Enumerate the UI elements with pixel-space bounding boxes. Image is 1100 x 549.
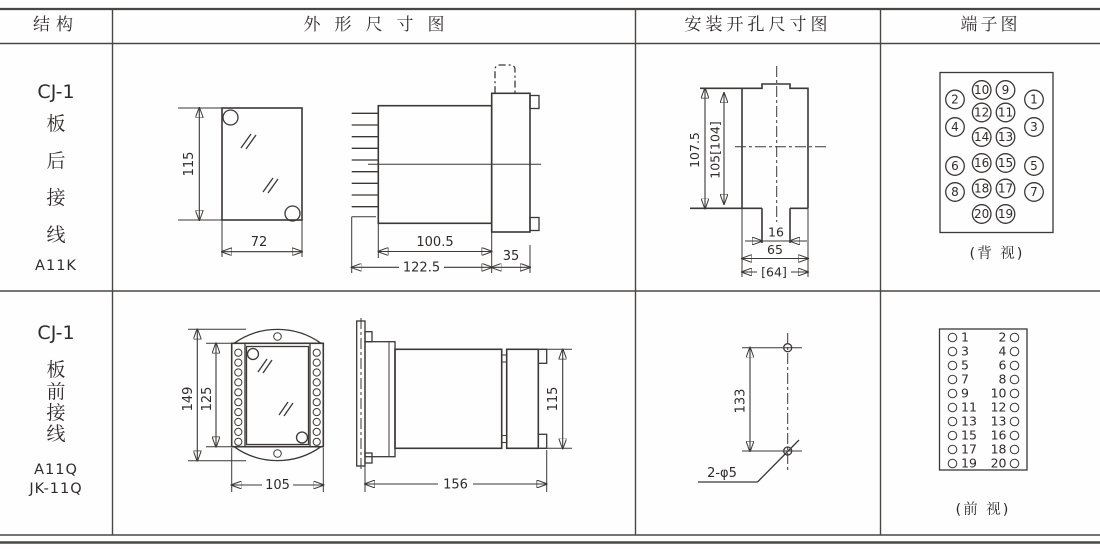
dimension-label: 122.5 xyxy=(402,260,441,276)
row1-type-code: A11K xyxy=(35,258,77,274)
install-cutout-rear-wiring xyxy=(675,58,875,285)
terminal-number: 7 xyxy=(961,371,969,387)
terminal-number: 7 xyxy=(1030,185,1038,200)
dimension-label: 149 xyxy=(181,386,196,412)
row2-wiring-char: 板 xyxy=(46,359,66,381)
terminal-number: 16 xyxy=(990,427,1007,443)
dimension-72 xyxy=(222,220,302,257)
terminal-number: 3 xyxy=(1030,120,1038,135)
hatch-mark xyxy=(263,178,278,193)
cover-outline xyxy=(247,347,309,445)
dimension-115 xyxy=(178,108,222,220)
dimension-label: 100.5 xyxy=(416,235,454,250)
dimension-label: 2-φ5 xyxy=(707,466,737,481)
panel-flange xyxy=(357,318,395,470)
row1-model-label: CJ-1 xyxy=(37,81,75,103)
terminal-number: 18 xyxy=(990,441,1007,457)
outline-side-view-rear-wiring xyxy=(340,58,550,280)
dimension-label: 133 xyxy=(733,388,749,414)
hatch-mark xyxy=(279,402,293,416)
terminal-number: 20 xyxy=(990,455,1007,471)
terminal-number: 19 xyxy=(997,207,1014,222)
terminal-number: 12 xyxy=(990,399,1007,415)
view-label-front: (前 视) xyxy=(955,502,1011,518)
column-header-outline: 外形尺寸图 xyxy=(303,15,459,35)
relay-front-body xyxy=(232,343,324,446)
dimension-115-rear xyxy=(540,349,572,448)
terminal-block-outline xyxy=(940,329,1028,470)
terminal-number: 17 xyxy=(961,441,977,457)
terminal-numbers xyxy=(961,330,1007,471)
terminal-diagram-front-view xyxy=(925,322,1075,522)
terminal-number: 16 xyxy=(974,156,990,171)
rear-block xyxy=(507,349,539,448)
dimension-16 xyxy=(745,225,807,242)
relay-side-body xyxy=(368,65,541,232)
dimension-100-5 xyxy=(378,223,491,258)
column-header-structure: 结构 xyxy=(33,15,79,35)
terminal-number: 2 xyxy=(951,92,959,107)
dimension-label: 156 xyxy=(443,477,468,493)
terminal-number: 11 xyxy=(961,399,977,415)
dimension-105 xyxy=(232,448,324,493)
terminal-number: 19 xyxy=(961,455,977,471)
terminal-number: 15 xyxy=(961,427,977,443)
terminal-number: 17 xyxy=(997,181,1014,196)
terminal-number: 6 xyxy=(998,357,1007,373)
dimension-label: 115 xyxy=(182,151,197,177)
row1-wiring-char: 接 xyxy=(46,187,66,209)
terminal-number: 9 xyxy=(1001,83,1010,98)
mounting-panel xyxy=(492,93,530,232)
install-holes-front-wiring xyxy=(685,315,870,500)
dimension-label: 16 xyxy=(768,224,784,240)
hole-spec-callout xyxy=(698,440,799,482)
dimension-107-5 xyxy=(687,88,705,208)
terminal-number: 12 xyxy=(974,105,990,120)
dimension-64 xyxy=(742,265,808,280)
terminal-number: 20 xyxy=(974,207,990,222)
terminal-number: 13 xyxy=(990,413,1007,429)
dimension-label: 115 xyxy=(546,386,561,412)
relay-pins xyxy=(352,113,379,206)
dimension-label: 105[104] xyxy=(707,121,723,179)
dimension-133 xyxy=(734,348,751,451)
terminal-number: 11 xyxy=(997,105,1014,120)
handle-outline xyxy=(495,65,515,93)
terminal-number: 10 xyxy=(990,385,1007,401)
row2-model-label: CJ-1 xyxy=(37,322,75,344)
terminal-number: 15 xyxy=(997,156,1014,171)
hatch-mark xyxy=(258,359,272,373)
terminal-number: 13 xyxy=(961,413,977,429)
terminal-number: 8 xyxy=(951,185,959,200)
terminal-circles xyxy=(946,81,1044,224)
row1-wiring-char: 后 xyxy=(46,150,66,172)
terminal-circles xyxy=(948,333,1019,468)
row2-type-code: JK-11Q xyxy=(29,481,83,497)
dimension-label: 35 xyxy=(502,249,520,264)
dimension-label: 105 xyxy=(265,478,290,493)
terminal-number: 10 xyxy=(974,83,990,98)
column-header-terminal: 端子图 xyxy=(960,15,1021,35)
terminal-number: 4 xyxy=(998,343,1007,359)
terminal-number: 5 xyxy=(1030,159,1038,174)
terminal-number: 1 xyxy=(1030,92,1038,107)
dimension-label: [64] xyxy=(761,264,787,280)
outline-side-view-front-wiring xyxy=(348,315,583,500)
terminal-number: 5 xyxy=(961,357,969,373)
relay-side-body xyxy=(395,349,547,448)
dimension-125 xyxy=(200,343,232,446)
terminal-number: 3 xyxy=(961,343,969,359)
terminal-diagram-rear-view xyxy=(925,62,1075,272)
mounting-holes xyxy=(742,344,802,455)
terminal-number: 1 xyxy=(961,329,969,345)
hatch-mark xyxy=(241,134,256,149)
center-lines xyxy=(735,66,828,222)
terminal-number: 14 xyxy=(974,130,990,145)
row2-type-code: A11Q xyxy=(34,462,78,478)
terminal-number: 9 xyxy=(961,385,969,401)
outline-front-view-front-wiring xyxy=(180,315,335,500)
dimension-35 xyxy=(492,245,530,273)
terminal-number: 4 xyxy=(951,120,959,135)
relay-front-body xyxy=(222,108,302,221)
dimension-label: 65 xyxy=(767,242,783,257)
terminal-number: 6 xyxy=(951,159,959,174)
terminal-number: 13 xyxy=(997,130,1014,145)
row1-wiring-char: 线 xyxy=(46,224,66,246)
terminal-number: 18 xyxy=(974,181,990,196)
outline-front-view-rear-wiring xyxy=(170,95,320,270)
row2-wiring-char: 线 xyxy=(46,423,66,445)
mounting-hole xyxy=(274,333,282,341)
dimension-label: 72 xyxy=(250,235,268,250)
dimension-label: 125 xyxy=(200,386,215,412)
row2-wiring-char: 前 xyxy=(46,381,66,403)
terminal-number: 8 xyxy=(998,371,1007,387)
terminal-numbers xyxy=(951,83,1038,221)
row1-wiring-char: 板 xyxy=(46,113,66,135)
mounting-hole xyxy=(274,450,282,458)
terminal-strip-circles xyxy=(235,349,321,445)
terminal-number: 2 xyxy=(998,329,1007,345)
dimension-label: 107.5 xyxy=(687,132,702,168)
column-header-install: 安装开孔尺寸图 xyxy=(684,15,832,35)
view-label-rear: (背 视) xyxy=(969,246,1025,262)
row2-wiring-char: 接 xyxy=(46,402,66,424)
dimension-105-104 xyxy=(708,93,725,204)
